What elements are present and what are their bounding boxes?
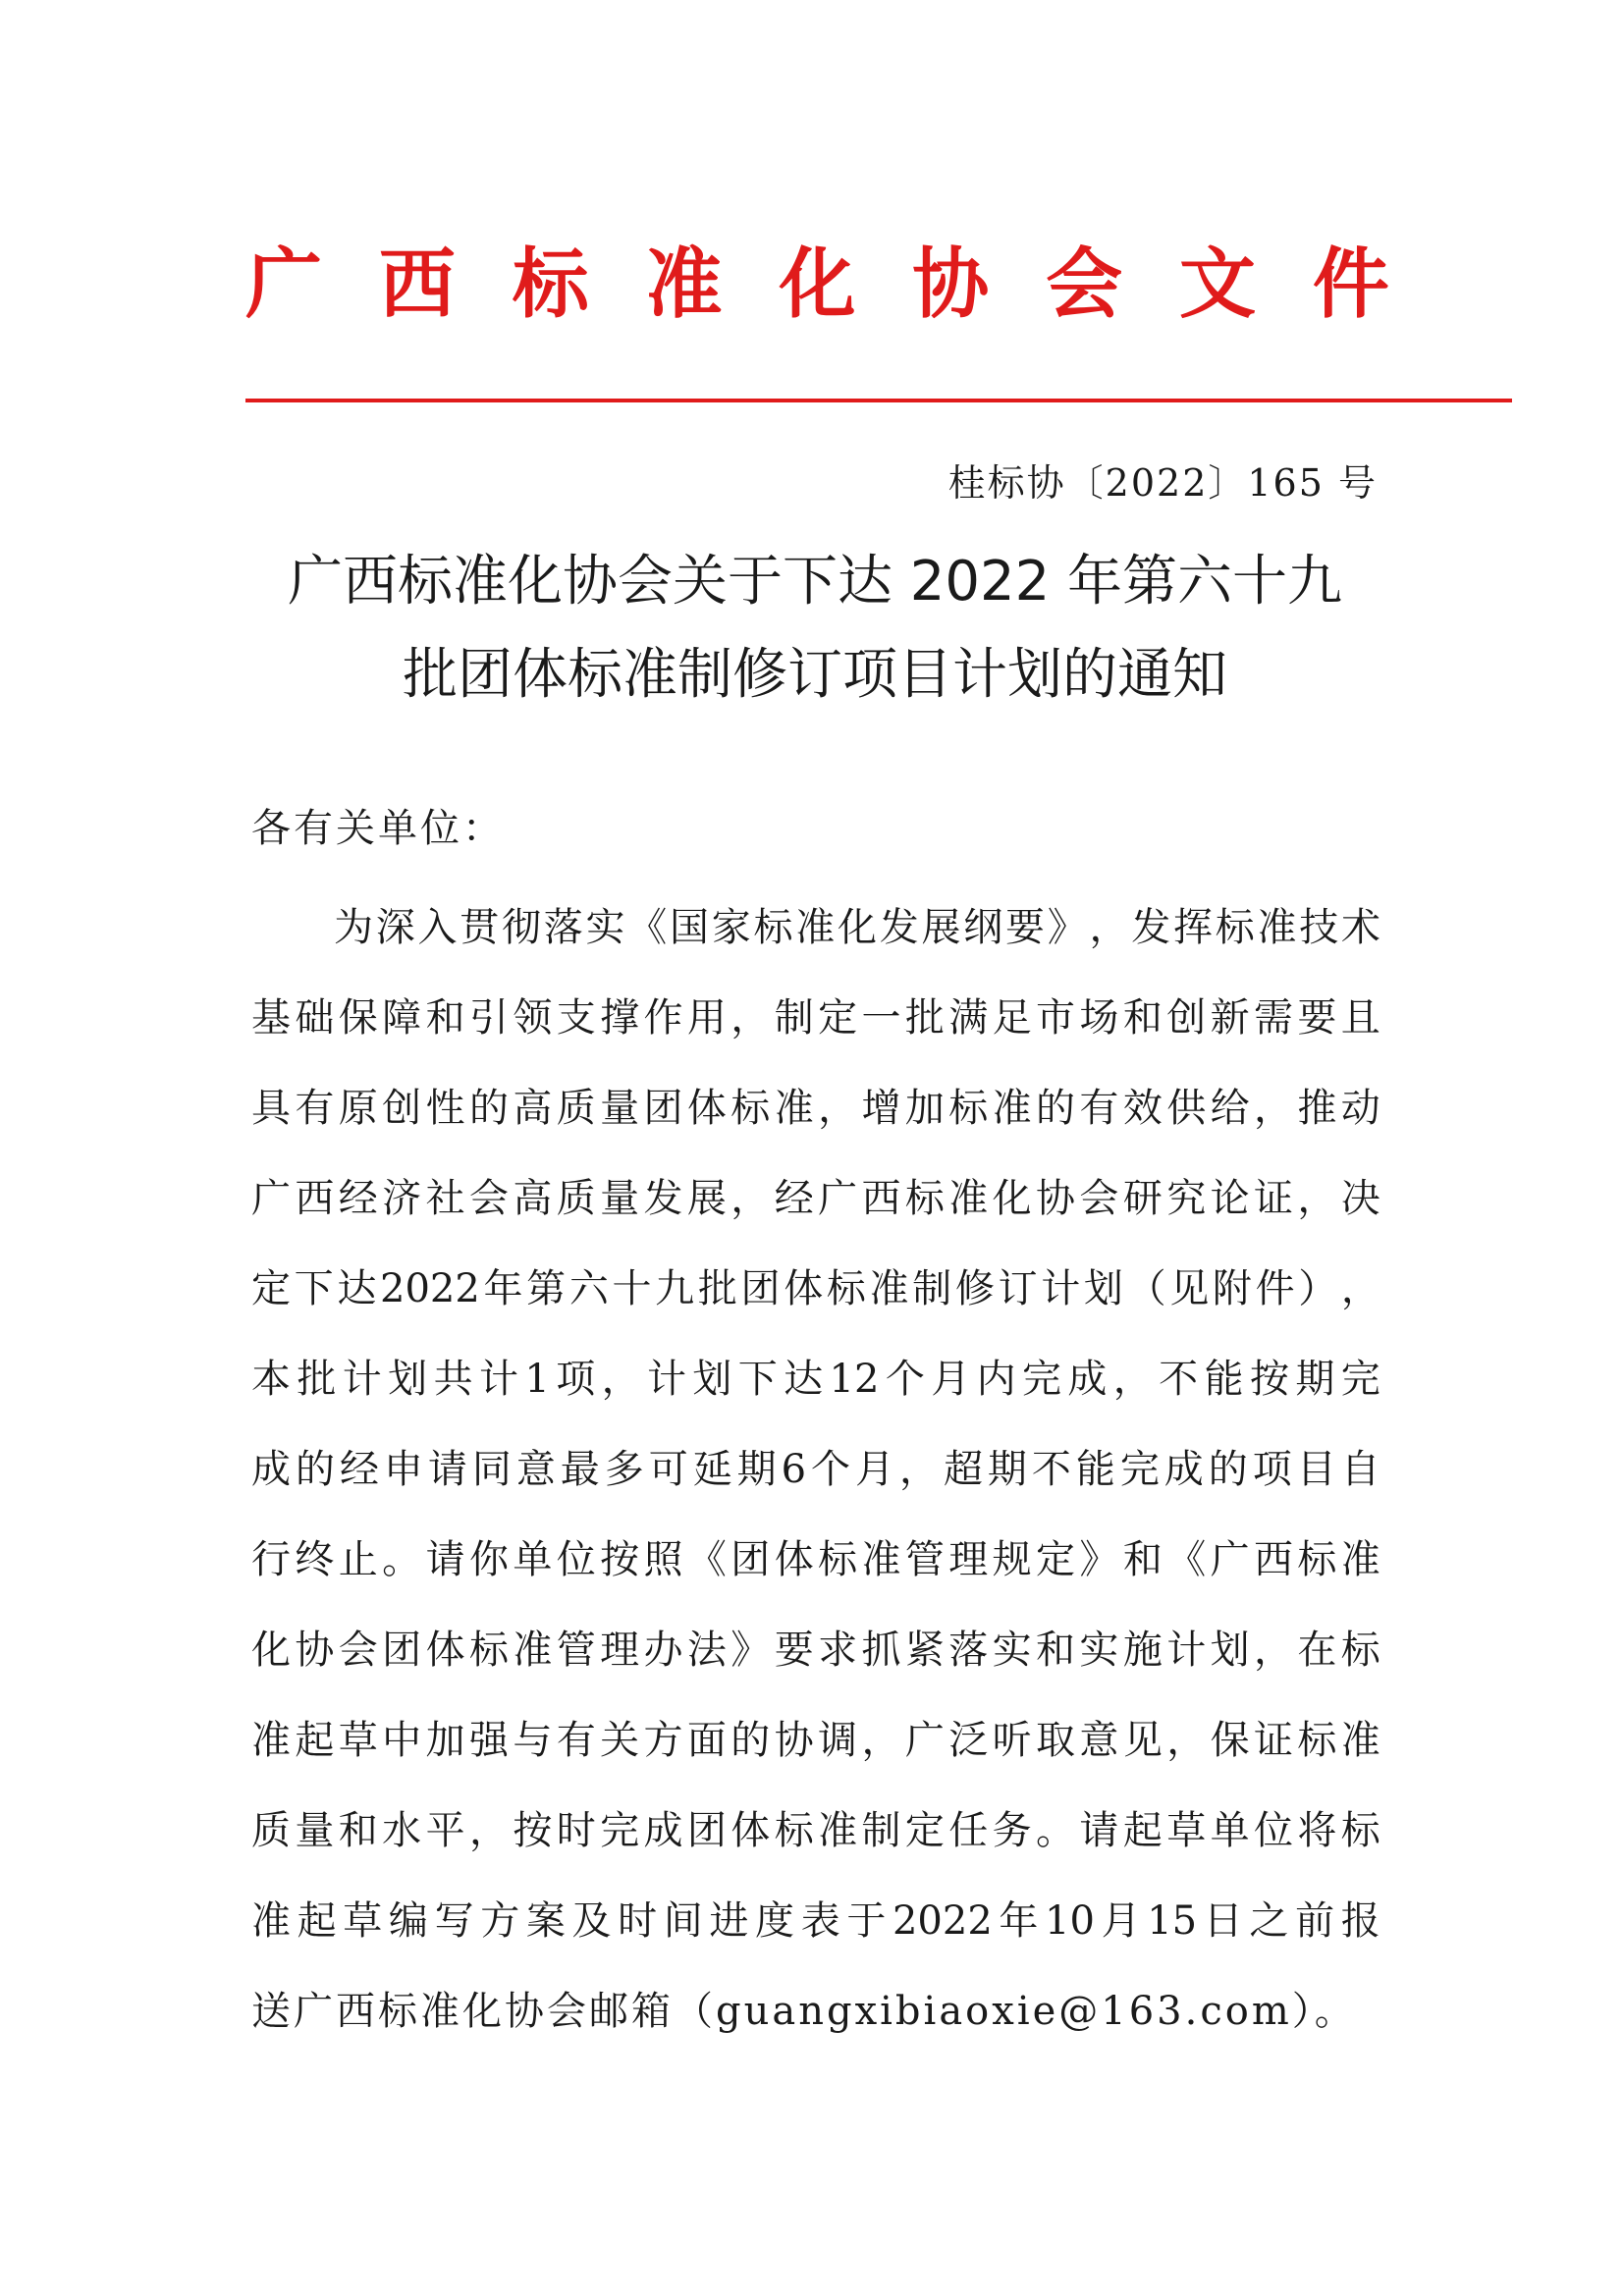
body-line: 质 量 和 水 平 ， 按 时 完 成 团 体 标 准 制 定 任 务 。 请 起 草 单 位 将 标 [251, 1808, 1380, 1853]
header-char: 广 [245, 240, 323, 329]
body-line: 准 起 草 编 写 方 案 及 时 间 进 度 表 于 2022 年 10 月 15 日 之 前 报 [251, 1898, 1380, 1944]
body-line: 为 深 入 贯 彻 落 实 《 国 家 标 准 化 发 展 纲 要 》 ， 发 挥 标 准 技 术 [334, 905, 1380, 950]
notice-title [236, 535, 1394, 721]
header-char: 会 [1046, 240, 1123, 329]
header-char: 标 [512, 240, 589, 329]
header-char: 文 [1179, 240, 1257, 329]
document-number: 桂标协〔2022〕165 号 [947, 461, 1378, 505]
notice-title-line: 广西标准化协会关于下达 2022 年第六十九 [287, 550, 1343, 614]
body-line: 成 的 经 申 请 同 意 最 多 可 延 期 6 个 月 ， 超 期 不 能 完 成 的 项 目 自 [251, 1447, 1380, 1492]
header-char: 化 [779, 240, 856, 329]
body-line: 广 西 经 济 社 会 高 质 量 发 展 ， 经 广 西 标 准 化 协 会 研 究 论 证 ， 决 [251, 1176, 1380, 1221]
body-line: 基 础 保 障 和 引 领 支 撑 作 用 ， 制 定 一 批 满 足 市 场 和 创 新 需 要 且 [251, 995, 1380, 1041]
body-line: 准 起 草 中 加 强 与 有 关 方 面 的 协 调 ， 广 泛 听 取 意 见 ， 保 证 标 准 [251, 1718, 1380, 1763]
header-char: 西 [378, 240, 456, 329]
body-line: 本 批 计 划 共 计 1 项 ， 计 划 下 达 12 个 月 内 完 成 ， 不 能 按 期 完 [251, 1357, 1380, 1402]
body-line: 定 下 达 2022 年 第 六 十 九 批 团 体 标 准 制 修 订 计 划 （ 见 附 件 ） ， [251, 1266, 1380, 1311]
body-line: 送广西标准化协会邮箱（guangxibiaoxie@163.com）。 [251, 1989, 1357, 2034]
red-divider-line [245, 399, 1512, 402]
header-char: 件 [1312, 240, 1389, 329]
salutation: 各有关单位： [251, 806, 505, 851]
body-line: 具 有 原 创 性 的 高 质 量 团 体 标 准 ， 增 加 标 准 的 有 效 供 给 ， 推 动 [251, 1086, 1380, 1131]
issuer-header-title [245, 231, 1389, 339]
body-paragraph [251, 893, 1380, 2067]
header-char: 准 [645, 240, 723, 329]
body-line: 行 终 止 。 请 你 单 位 按 照 《 团 体 标 准 管 理 规 定 》 和 《 广 西 标 准 [251, 1537, 1380, 1582]
body-line: 化 协 会 团 体 标 准 管 理 办 法 》 要 求 抓 紧 落 实 和 实 施 计 划 ， 在 标 [251, 1628, 1380, 1673]
notice-title-line: 批团体标准制修订项目计划的通知 [403, 643, 1227, 707]
header-char: 协 [912, 240, 990, 329]
